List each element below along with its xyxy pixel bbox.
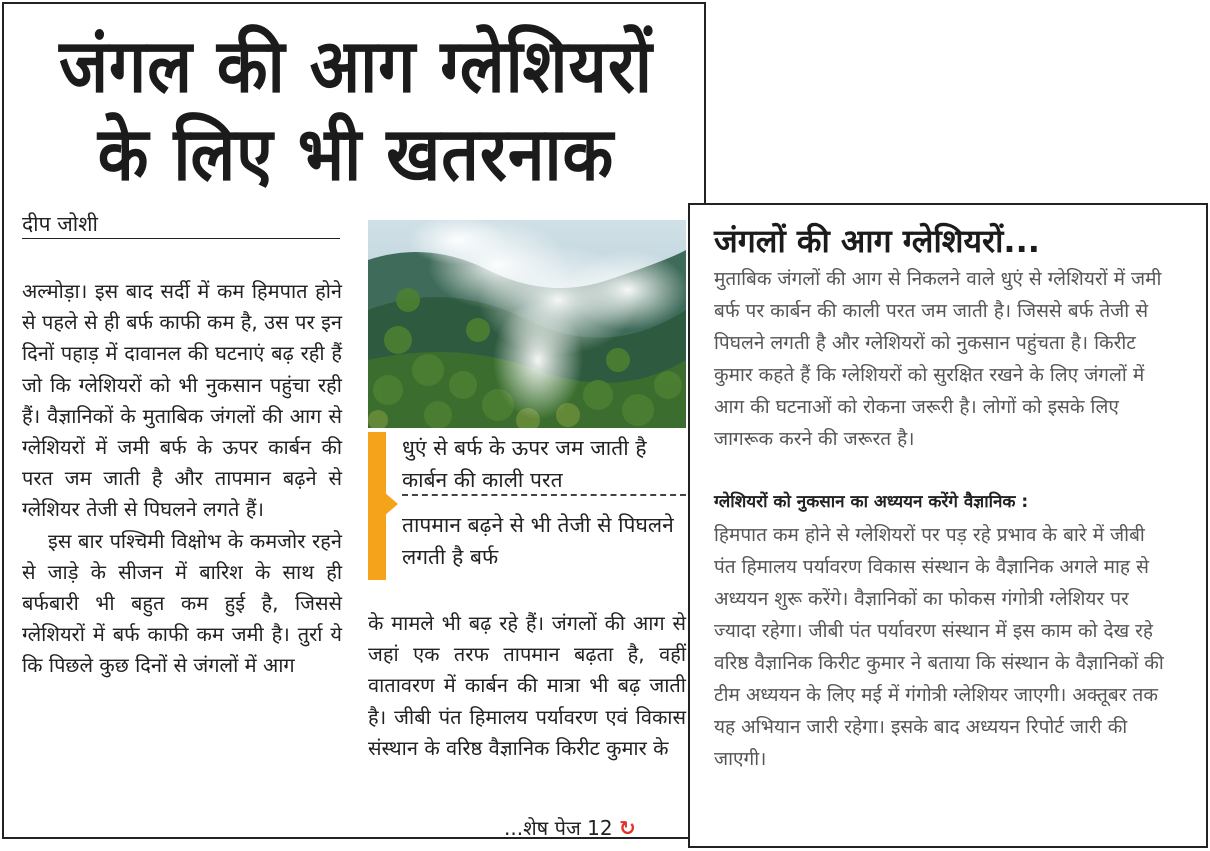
newspaper-clipping-continuation — [688, 203, 1208, 848]
continuation-paragraph-2: हिमपात कम होने से ग्लेशियरों पर पड़ रहे प्रभाव के बारे में जीबी पंत हिमालय पर्यावरण विकास संस्थान के वैज्ञानिक अगले माह से अध्ययन शुरू करेंगे। वैज्ञानिकों का फोकस गंगोत्री ग्लेशियर पर ज्यादा रहेगा। जीबी पंत पर्यावरण संस्थान में इस काम को देख रहे वरिष्ठ वैज्ञानिक किरीट कुमार ने बताया कि संस्थान के वैज्ञानिकों की टीम अध्ययन के लिए मई में गंगोत्री ग्लेशियर जाएगी। अक्तूबर तक यह अभियान जारी रहेगा। इसके बाद अध्ययन रिपोर्ट जारी की जाएगी। — [714, 524, 1164, 770]
continuation-paragraph-1: मुताबिक जंगलों की आग से निकलने वाले धुएं से ग्लेशियरों में जमी बर्फ पर कार्बन की काली परत जम जाती है। जिससे बर्फ तेजी से पिघलने लगती है और ग्लेशियरों को नुकसान पहुंचता है। किरीट कुमार कहते हैं कि ग्लेशियरों को सुरक्षित रखने के लिए जंगलों में आग की घटनाओं को रोकना जरूरी है। लोगों को इसके लिए जागरूक करने की जरूरत है। — [714, 268, 1162, 450]
caption-divider — [402, 494, 686, 496]
article-paragraph-3: के मामले भी बढ़ रहे हैं। जंगलों की आग से जहां एक तरफ तापमान बढ़ता है, वहीं वातावरण में कार्बन की मात्रा भी बढ़ जाती है। जीबी पंत हिमालय पर्यावरण एवं विकास संस्थान के वरिष्ठ वैज्ञानिक किरीट कुमार के — [368, 611, 686, 760]
article-column-2 — [368, 608, 686, 764]
caption-accent-pointer — [384, 492, 398, 516]
article-paragraph-1: अल्मोड़ा। इस बाद सर्दी में कम हिमपात होने से पहले से ही बर्फ काफी कम है, उस पर इन दिनों पहाड़ में दावानल की घटनाएं बढ़ रही हैं जो कि ग्लेशियरों को भी नुकसान पहुंचा रही हैं। वैज्ञानिकों के मुताबिक जंगलों की आग से ग्लेशियरों में जमी बर्फ के ऊपर कार्बन की परत जम जाती है और तापमान बढ़ने से ग्लेशियर तेजी से पिघलने लगते हैं। — [22, 279, 342, 522]
continued-label: ...शेष पेज 12 — [504, 816, 613, 839]
byline: दीप जोशी — [22, 212, 98, 236]
article-paragraph-2: इस बार पश्चिमी विक्षोभ के कमजोर रहने से जाड़े के सीजन में बारिश के साथ ही बर्फबारी भी बहुत कम हुई है, जिससे ग्लेशियरों में बर्फ काफी कम जमी है। तुर्रा ये कि पिछले कुछ दिनों से जंगलों में आग — [22, 528, 342, 678]
continuation-subheading: ग्लेशियरों को नुकसान का अध्ययन करेंगे वैज्ञानिक : — [714, 492, 1029, 512]
arrow-icon: ↻ — [618, 816, 636, 839]
headline-line-2: के लिए भी खतरनाक — [97, 111, 615, 198]
photo-caption-top: धुएं से बर्फ के ऊपर जम जाती है कार्बन की काली परत — [402, 436, 647, 492]
headline-line-1: जंगल की आग ग्लेशियरों — [59, 23, 653, 110]
photo-caption-bottom: तापमान बढ़ने से भी तेजी से पिघलने लगती है बर्फ — [402, 513, 674, 569]
continuation-column-1 — [714, 263, 1170, 455]
forest-fire-photo — [368, 220, 686, 428]
forest-smoke-illustration — [368, 220, 686, 428]
continuation-headline: जंगलों की आग ग्लेशियरों... — [714, 222, 1040, 260]
continued-on-page — [504, 814, 636, 839]
byline-rule — [22, 238, 340, 239]
newspaper-clipping-main — [2, 2, 706, 839]
article-column-1 — [22, 276, 342, 682]
continuation-column-2 — [714, 519, 1170, 775]
